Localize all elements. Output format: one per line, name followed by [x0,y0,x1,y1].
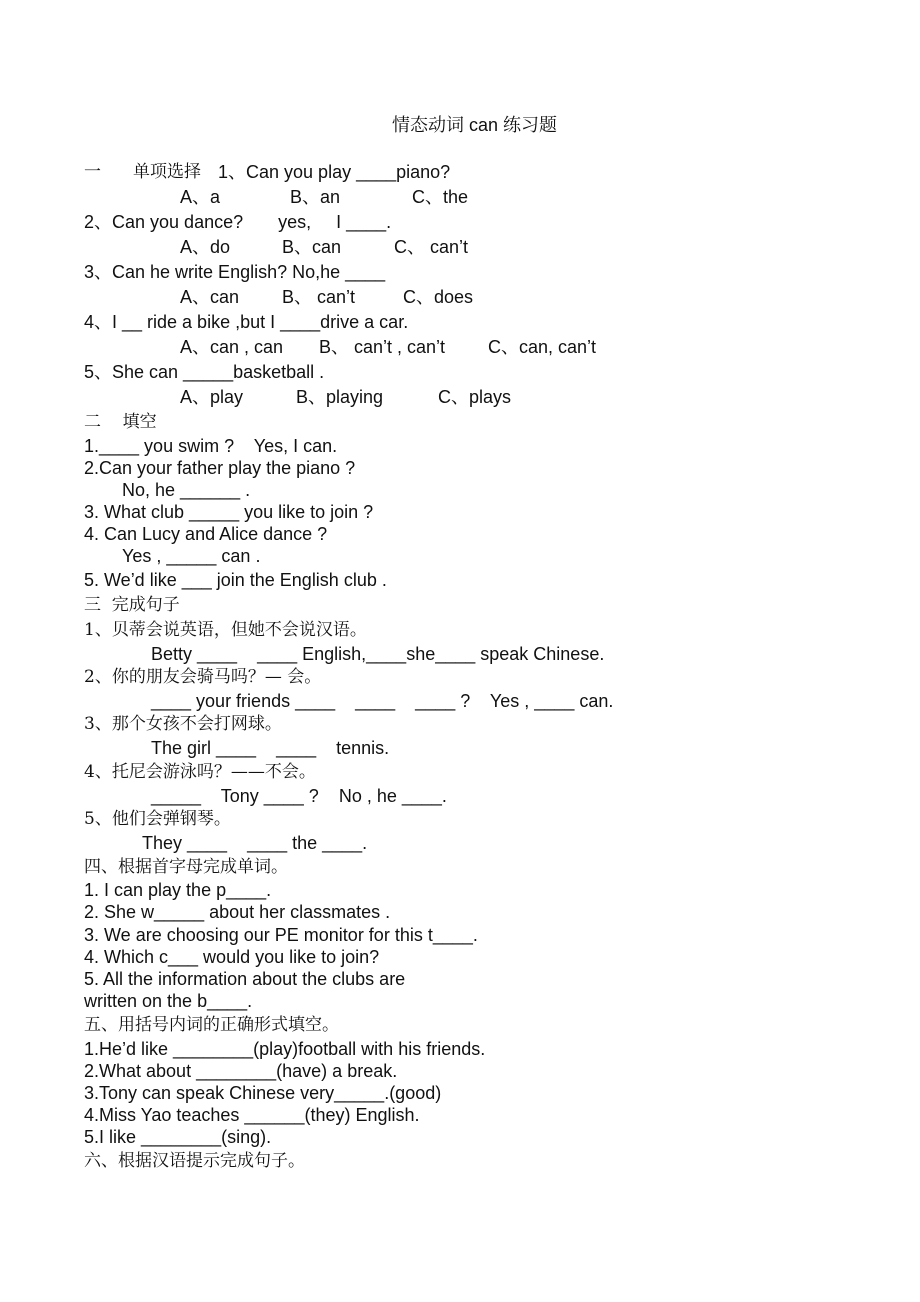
q1-option-c: C、the [412,187,469,207]
form-line-1: 1.He’d like ________(play)football with his friends. [84,1039,486,1059]
q2-option-b: B、can [282,237,342,257]
word-line-5: 5. All the information about the clubs are [84,969,406,989]
form-line-4: 4.Miss Yao teaches ______(they) English. [84,1105,420,1125]
section5-heading: 五、用括号内词的正确形式填空。 [84,1015,339,1035]
question-4: 4、I __ ride a bike ,but I ____drive a car. [84,312,409,332]
q4-option-c: C、can, can’t [488,337,597,357]
word-line-5-cont: written on the b____. [84,991,253,1011]
sentence-2-english: ____ your friends ____ ____ ____ ? Yes , ____ can. [151,691,614,711]
sentence-1-chinese: 1、贝蒂会说英语，但她不会说汉语。 [84,620,367,640]
fill-line-5: 5. We’d like ___ join the English club . [84,570,387,590]
form-line-5: 5.I like ________(sing). [84,1127,272,1147]
word-line-3: 3. We are choosing our PE monitor for this t____. [84,925,478,945]
q4-option-a: A、can , can [180,337,284,357]
fill-line-4-answer: Yes , _____ can . [122,546,261,566]
question-5: 5、She can _____basketball . [84,362,325,382]
sentence-5-english: They ____ ____ the ____. [142,833,368,853]
q5-option-c: C、plays [438,387,512,407]
fill-line-3: 3. What club _____ you like to join ? [84,502,374,522]
question-2: 2、Can you dance? yes, I ____. [84,212,392,232]
q3-option-a: A、can [180,287,240,307]
sentence-4-english: _____ Tony ____ ? No , he ____. [151,786,447,806]
word-line-4: 4. Which c___ would you like to join? [84,947,380,967]
q4-option-b: B、 can’t , can’t [319,337,446,357]
section1-number: 一 [84,162,101,182]
word-line-1: 1. I can play the p____. [84,880,272,900]
section6-heading: 六、根据汉语提示完成句子。 [84,1151,305,1171]
page-title: 情态动词 can 练习题 [392,115,558,135]
question-3: 3、Can he write English? No,he ____ [84,262,386,282]
q5-option-a: A、play [180,387,244,407]
section2-heading: 二 填空 [84,412,157,432]
fill-line-4: 4. Can Lucy and Alice dance ? [84,524,328,544]
fill-line-2-answer: No, he ______ . [122,480,251,500]
fill-line-2: 2.Can your father play the piano ? [84,458,356,478]
sentence-2-chinese: 2、你的朋友会骑马吗？— 会。 [84,667,322,687]
section3-heading: 三 完成句子 [84,595,180,615]
form-line-2: 2.What about ________(have) a break. [84,1061,398,1081]
q5-option-b: B、playing [296,387,384,407]
section4-heading: 四、根据首字母完成单词。 [84,857,288,877]
sentence-3-english: The girl ____ ____ tennis. [151,738,390,758]
section1-heading: 单项选择 [133,162,201,182]
word-line-2: 2. She w_____ about her classmates . [84,902,391,922]
q1-option-a: A、a [180,187,221,207]
sentence-4-chinese: 4、托尼会游泳吗？——不会。 [84,762,316,782]
sentence-1-english: Betty ____ ____ English,____she____ speak Chinese. [151,644,605,664]
form-line-3: 3.Tony can speak Chinese very_____.(good) [84,1083,442,1103]
sentence-3-chinese: 3、那个女孩不会打网球。 [84,714,282,734]
q3-option-b: B、 can’t [282,287,356,307]
question-1: 1、Can you play ____piano? [218,162,451,182]
fill-line-1: 1.____ you swim ? Yes, I can. [84,436,338,456]
q3-option-c: C、does [403,287,474,307]
q1-option-b: B、an [290,187,341,207]
q2-option-a: A、do [180,237,231,257]
sentence-5-chinese: 5、他们会弹钢琴。 [84,809,231,829]
q2-option-c: C、 can’t [394,237,469,257]
